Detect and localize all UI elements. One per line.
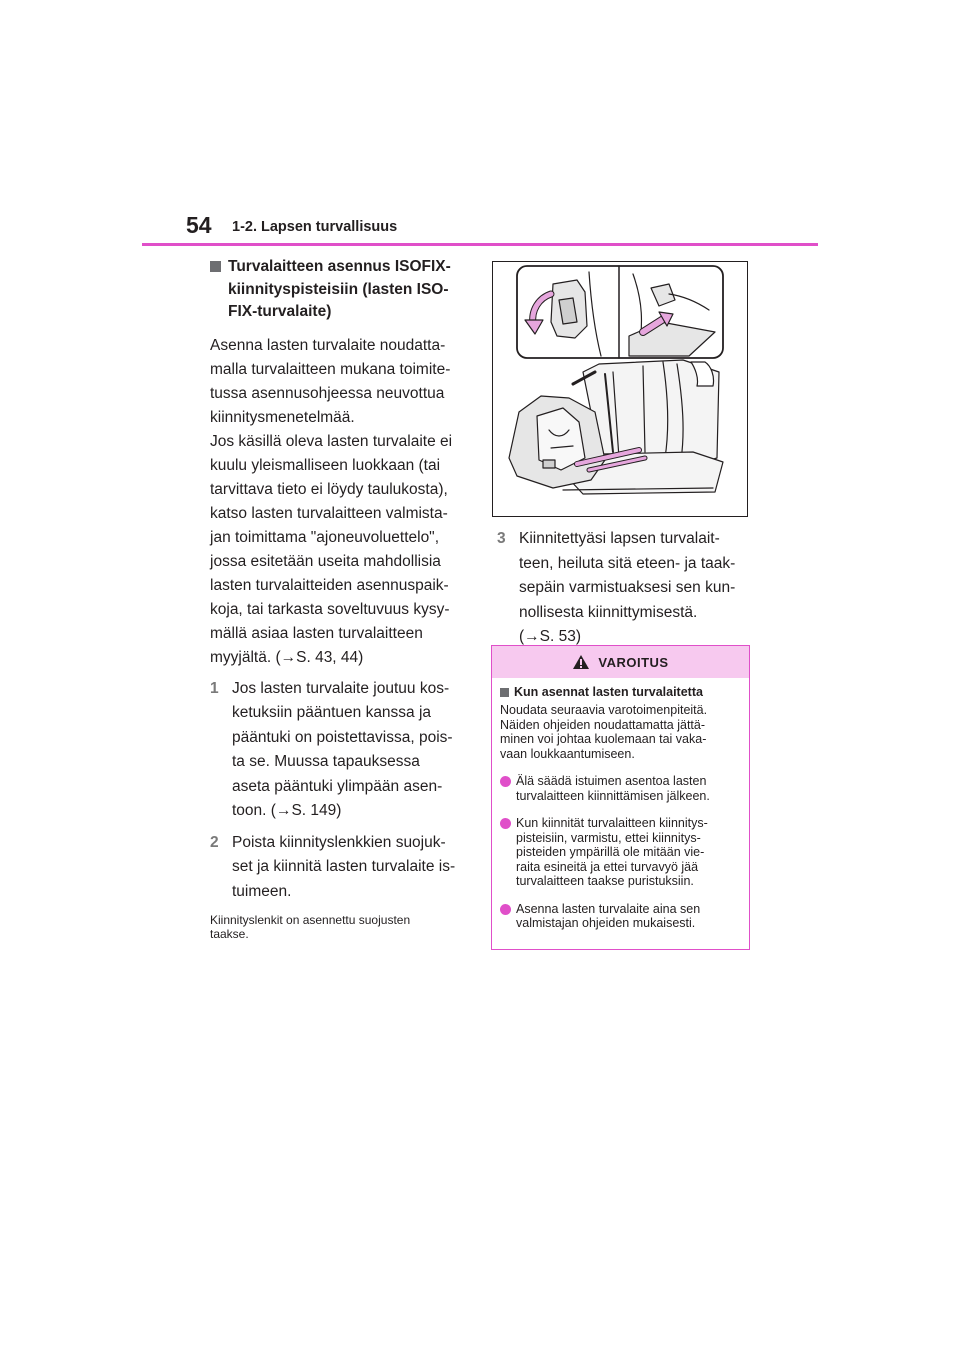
step-line: ketuksiin pääntuen kanssa ja [232, 704, 432, 721]
step-line: tuimeen. [232, 882, 292, 900]
pink-dot-icon [500, 904, 511, 915]
warning-item-line: Älä säädä istuimen asentoa lasten [516, 774, 707, 788]
section-body [210, 334, 472, 670]
step-line: sepäin varmistuaksesi sen kun- [519, 579, 736, 596]
section-heading-line: kiinnityspisteisiin (lasten ISO- [228, 280, 449, 298]
chapter-title: 1-2. Lapsen turvallisuus [232, 219, 398, 235]
header-rule [142, 243, 818, 246]
warning-subheading-text: Kun asennat lasten turvalaitetta [514, 685, 703, 699]
warning-item [500, 816, 739, 889]
warning-intro-line: vaan loukkaantumiseen. [500, 746, 635, 761]
warning-item [500, 774, 739, 803]
warning-intro-line: minen voi johtaa kuolemaan tai vaka- [500, 732, 707, 746]
step-line: set ja kiinnitä lasten turvalaite is- [232, 858, 456, 875]
section-heading-line: Turvalaitteen asennus ISOFIX- [228, 258, 451, 275]
isofix-drawing [493, 262, 748, 517]
warning-item-line: turvalaitteen kiinnittämisen jälkeen. [516, 788, 710, 803]
step-1 [210, 677, 472, 824]
warning-item-line: Asenna lasten turvalaite aina sen [516, 901, 701, 916]
page-number: 54 [186, 212, 212, 238]
warning-title: VAROITUS [598, 654, 669, 670]
square-bullet-icon [500, 688, 509, 697]
body-line: tussa asennusohjeessa neuvottua [210, 384, 445, 402]
body-line: lasten turvalaitteiden asennuspaik- [210, 576, 449, 594]
left-column [210, 256, 472, 941]
warning-item-line: raita esineitä ja ettei turvavyö jää [516, 859, 699, 874]
body-line: koja, tai tarkasta soveltuvuus kysy- [210, 600, 450, 618]
step-number: 2 [210, 833, 219, 851]
body-line: jan toimittama "ajoneuvoluettelo", [210, 528, 439, 546]
section-heading-line: FIX-turvalaite) [228, 303, 332, 320]
step-line: pääntuki on poistettavissa, pois- [232, 728, 453, 746]
step-line: Poista kiinnityslenkkien suojuk- [232, 833, 446, 851]
body-line: Jos käsillä oleva lasten turvalaite ei [210, 432, 453, 450]
body-line: myyjältä. (→S. 43, 44) [210, 648, 364, 666]
warning-triangle-icon [572, 654, 590, 670]
warning-header [492, 646, 749, 678]
figure-note [210, 913, 472, 941]
body-line: jossa esitetään useita mahdollisia [210, 552, 441, 570]
step-line: aseta pääntuki ylimpään asen- [232, 777, 443, 795]
pink-dot-icon [500, 818, 511, 829]
body-line: Asenna lasten turvalaite noudatta- [210, 336, 446, 354]
step-2 [210, 831, 472, 905]
warning-intro-line: Noudata seuraavia varotoimenpiteitä. [500, 703, 708, 717]
step-number: 1 [210, 679, 219, 697]
step-line: Kiinnitettyäsi lapsen turvalait- [519, 530, 720, 547]
warning-item-line: turvalaitteen taakse puristuksiin. [516, 874, 694, 888]
step-number: 3 [497, 530, 506, 547]
step-line: ta se. Muussa tapauksessa [232, 753, 420, 770]
warning-item-line: pisteiden ympärillä ole mitään vie- [516, 845, 705, 859]
note-line: taakse. [210, 927, 249, 941]
body-line: kuulu yleismalliseen luokkaan (tai [210, 456, 441, 474]
warning-item [500, 902, 739, 931]
pink-dot-icon [500, 776, 511, 787]
body-line: kiinnitysmenetelmää. [210, 408, 355, 426]
step-3 [497, 527, 757, 650]
step-line: teen, heiluta sitä eteen- ja taak- [519, 554, 736, 572]
warning-body [492, 678, 749, 931]
body-line: mällä asiaa lasten turvalaitteen [210, 624, 423, 642]
warning-item-line: valmistajan ohjeiden mukaisesti. [516, 916, 696, 930]
body-line: katso lasten turvalaitteen valmista- [210, 504, 448, 522]
warning-intro [500, 703, 739, 761]
step-line: toon. (→S. 149) [232, 802, 342, 819]
warning-box [491, 645, 750, 950]
step-line: (→S. 53) [519, 628, 582, 645]
square-bullet-icon [210, 261, 221, 272]
body-line: malla turvalaitteen mukana toimite- [210, 360, 451, 378]
body-line: tarvittava tieto ei löydy taulukosta), [210, 480, 448, 498]
step-line: nollisesta kiinnittymisestä. [519, 603, 698, 621]
warning-intro-line: Näiden ohjeiden noudattamatta jättä- [500, 717, 706, 732]
warning-subheading [500, 685, 739, 700]
note-line: Kiinnityslenkit on asennettu suojusten [210, 913, 411, 927]
section-heading [210, 256, 472, 324]
warning-item-line: pisteisiin, varmistu, ettei kiinnitys- [516, 830, 701, 845]
warning-item-line: Kun kiinnität turvalaitteen kiinnitys- [516, 816, 708, 830]
step-line: Jos lasten turvalaite joutuu kos- [232, 679, 450, 697]
isofix-installation-illustration [492, 261, 748, 517]
